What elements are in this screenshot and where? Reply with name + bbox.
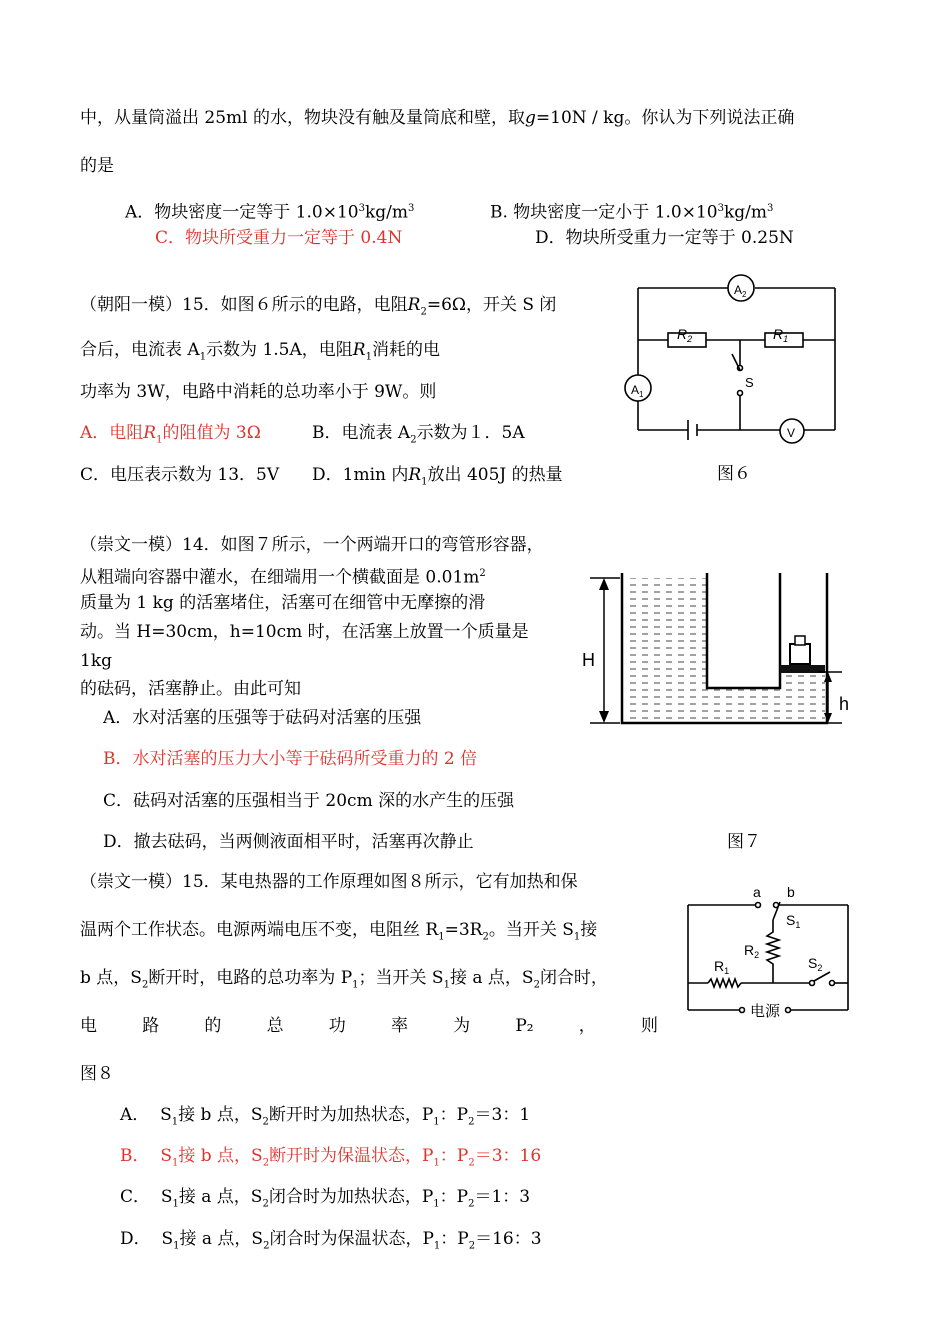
q14-line4: 动。当 H=30cm，h=10cm 时，在活塞上放置一个质量是 [80, 622, 529, 642]
terminal-b-label: b [787, 884, 795, 900]
figure-8-circuit [680, 880, 855, 1025]
q14-line1: （崇文一模）14．如图７所示，一个两端开口的弯管形容器， [80, 535, 544, 555]
q15a-option-a: A．电阻$R_1$的阻值为 3Ω [80, 423, 261, 446]
ammeter-a2-label: $A_2$ [734, 283, 747, 299]
figure-8-caption: 图８ [80, 1064, 114, 1084]
figure-7-caption: 图７ [727, 832, 761, 852]
height-h-label: h [839, 694, 850, 714]
q14-option-b: B．水对活塞的压力大小等于砝码所受重力的 2 倍 [103, 749, 478, 769]
switch-s-label: S [745, 375, 754, 390]
g-symbol: g [525, 108, 536, 128]
q14-option-a: A．水对活塞的压强等于砝码对活塞的压强 [103, 708, 422, 728]
q14-line5: 1kg [80, 651, 112, 671]
q14-option-d: D．撤去砝码，当两侧液面相平时，活塞再次静止 [103, 832, 474, 852]
q15b-option-b: B． $S_1$接 b 点，$S_2$断开时为保温状态，$P_1$：$P_2=3$：16 [120, 1146, 542, 1169]
q14-line6: 的砝码，活塞静止。由此可知 [80, 679, 301, 699]
p1-option-b: B. 物块密度一定小于 $1.0\times 10^3kg/m^3$ [490, 202, 774, 223]
q14-line2: 从粗端向容器中灌水，在细端用一个横截面是 $0.01m^2$ [80, 567, 486, 588]
p1-option-a: A．物块密度一定等于 $1.0\times 10^3kg/m^3$ [125, 202, 415, 223]
q15b-line4: 电 路 的 总 功 率 为 P₂ ， 则 [80, 1016, 658, 1036]
switch-s2-label: $S_2$ [808, 955, 823, 973]
figure-7-u-tube [580, 568, 855, 733]
p1-line1: 中，从量筒溢出 25ml 的水，物块没有触及量筒底和壁，取g=10N / kg。你认为下列说法正确 [80, 108, 795, 128]
q14-option-c: C．砝码对活塞的压强相当于 20cm 深的水产生的压强 [103, 791, 515, 811]
figure-6-caption: 图６ [717, 464, 751, 484]
height-H-label: H [582, 650, 595, 670]
q15b-line2: 温两个工作状态。电源两端电压不变，电阻丝 $R_1=3R_2$。当开关 $S_1$接 [80, 920, 598, 943]
voltmeter-v-label: V [787, 426, 796, 440]
q15b-option-a: A． $S_1$接 b 点，$S_2$断开时为加热状态，$P_1$：$P_2=3$：1 [120, 1105, 531, 1128]
ammeter-a1-label: $A_1$ [631, 383, 644, 399]
switch-s1-label: $S_1$ [786, 912, 801, 930]
q15a-option-c: C．电压表示数为 13．5V [80, 465, 280, 485]
q15b-line1: （崇文一模）15．某电热器的工作原理如图８所示，它有加热和保 [80, 872, 578, 892]
q15a-line3: 功率为 3W，电路中消耗的总功率小于 9W。则 [80, 382, 437, 402]
p1-line2: 的是 [80, 156, 114, 176]
figure-6-circuit [600, 270, 845, 450]
p1-option-c: C．物块所受重力一定等于 0.4N [155, 228, 403, 248]
p1-option-d: D．物块所受重力一定等于 0.25N [535, 228, 794, 248]
q15b-option-d: D． $S_1$接 a 点，$S_2$闭合时为保温状态，$P_1$：$P_2=16$：3 [120, 1229, 542, 1252]
q15b-option-c: C． $S_1$接 a 点，$S_2$闭合时为加热状态，$P_1$：$P_2=1$：3 [120, 1187, 531, 1210]
q15b-line3: b 点，$S_2$断开时，电路的总功率为 $P_1$；当开关 $S_1$接 a 点，$S_2$闭合时， [80, 968, 608, 991]
resistor-r1-label: $R_1$ [773, 326, 789, 344]
q15a-line1: （朝阳一模）15．如图６所示的电路，电阻$R_2=6\Omega$，开关 S 闭 [80, 295, 557, 318]
power-source-label: 电源 [750, 1003, 781, 1020]
resistor-r2-label: $R_2$ [677, 326, 693, 344]
q15a-option-b: B．电流表 $A_2$示数为１．5A [312, 423, 525, 446]
resistor-r1-label: $R_1$ [714, 958, 730, 976]
q15a-option-d: D．1min 内$R_1$放出 405J 的热量 [312, 465, 563, 488]
q15a-line2: 合后，电流表 $A_1$示数为 1.5A，电阻$R_1$消耗的电 [80, 340, 440, 363]
terminal-a-label: a [753, 884, 761, 900]
resistor-r2-label: $R_2$ [744, 942, 760, 960]
q14-line3: 质量为 1 kg 的活塞堵住，活塞可在细管中无摩擦的滑 [80, 593, 486, 613]
